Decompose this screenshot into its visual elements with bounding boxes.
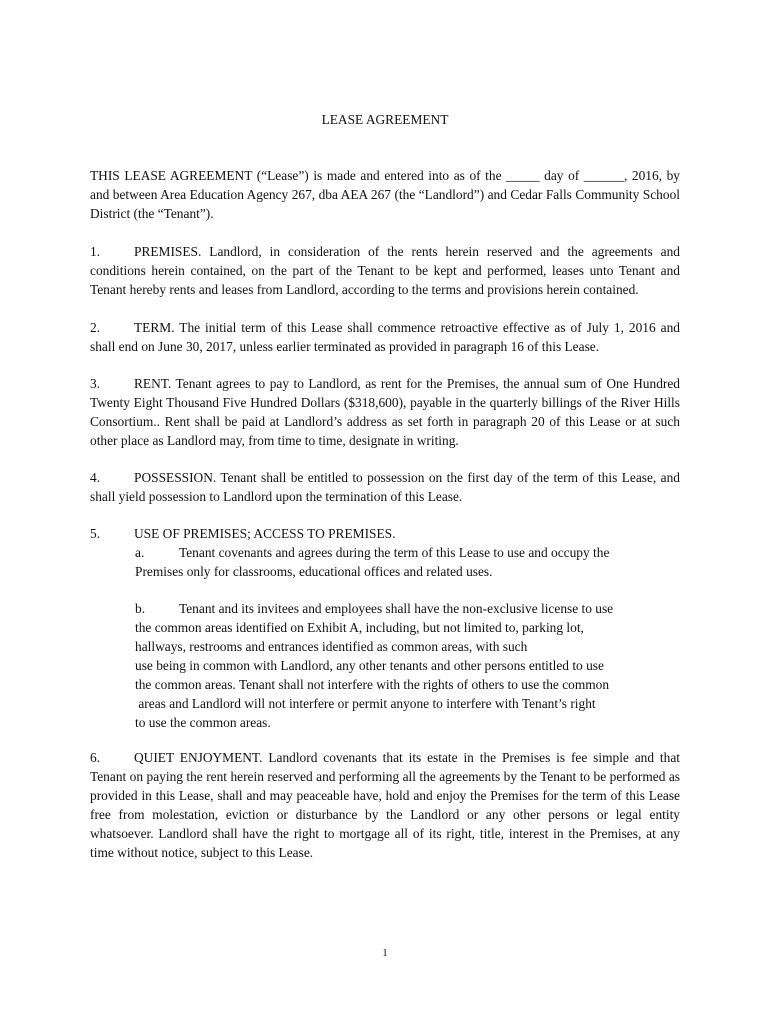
section-text: USE OF PREMISES; ACCESS TO PREMISES. — [134, 526, 396, 541]
subsection-a — [135, 543, 635, 581]
section-use-of-premises — [90, 524, 680, 543]
section-number: 4. — [90, 470, 101, 485]
section-term — [90, 318, 680, 356]
section-text: TERM. The initial term of this Lease shall commence retroactive effective as of July 1, 2016 and shall end on June 30, 2017, unless earlier terminated as provided in paragraph 16 of this Lease. — [90, 320, 680, 354]
section-text: PREMISES. Landlord, in consideration of the rents herein reserved and the agreements and conditions herein contained, on the part of the Tenant to be kept and performed, leases unto Tenant and Tenant hereby rents and leases from Landlord, according to the terms and provisions herein contained. — [90, 244, 680, 297]
subsection-line: hallways, restrooms and entrances identified as common areas, with such — [135, 639, 528, 654]
subsection-line: areas and Landlord will not interfere or permit anyone to interfere with Tenant’s right — [135, 696, 596, 711]
intro-paragraph: THIS LEASE AGREEMENT (“Lease”) is made and entered into as of the _____ day of ______, 2016, by and between Area Education Agency 267, dba AEA 267 (the “Landlord”) and Cedar Falls Community School District (the “Tenant”). — [90, 168, 680, 221]
subsection-line: Premises only for classrooms, educational offices and related uses. — [135, 564, 493, 579]
section-premises — [90, 242, 680, 299]
section-number: 1. — [90, 244, 101, 259]
page-number: 1 — [382, 947, 388, 959]
document-title: LEASE AGREEMENT — [321, 112, 449, 127]
subsection-line: the common areas identified on Exhibit A, including, but not limited to, parking lot, — [135, 620, 584, 635]
section-possession — [90, 468, 680, 506]
subsection-line: use being in common with Landlord, any other tenants and other persons entitled to use — [135, 658, 604, 673]
subsection-line: a. Tenant covenants and agrees during the term of this Lease to use and occupy the — [135, 545, 610, 560]
subsection-line: to use the common areas. — [135, 715, 271, 730]
section-number: 6. — [90, 750, 101, 765]
section-text: POSSESSION. Tenant shall be entitled to possession on the first day of the term of this Lease, and shall yield possession to Landlord upon the termination of this Lease. — [90, 470, 680, 504]
section-number: 3. — [90, 376, 101, 391]
subsection-line: the common areas. Tenant shall not interfere with the rights of others to use the common — [135, 677, 610, 692]
subsection-letter: a. — [135, 545, 145, 560]
section-number: 5. — [90, 526, 101, 541]
subsection-line: b. Tenant and its invitees and employees shall have the non-exclusive license to use — [135, 601, 614, 616]
section-quiet-enjoyment — [90, 748, 680, 862]
subsection-letter: b. — [135, 601, 146, 616]
section-text: QUIET ENJOYMENT. Landlord covenants that its estate in the Premises is fee simple and that Tenant on paying the rent herein reserved and performing all the agreements by the Tenant to be performed as provided in this Lease, shall and may peaceable have, hold and enjoy the Premises for the term of this Lease free from molestation, eviction or disturbance by the Landlord or any other persons or legal entity whatsoever. Landlord shall have the right to mortgage all of its right, title, interest in the Premises, at any time without notice, subject to this Lease. — [90, 750, 680, 860]
subsection-b — [135, 599, 635, 732]
section-number: 2. — [90, 320, 101, 335]
section-rent — [90, 374, 680, 450]
section-text: RENT. Tenant agrees to pay to Landlord, as rent for the Premises, the annual sum of One Hundred Twenty Eight Thousand Five Hundred Dollars ($318,600), payable in the quarterly billings of the River Hills Consortium.. Rent shall be paid at Landlord’s address as set forth in paragraph 20 of this Lease or at such other place as Landlord may, from time to time, designate in writing. — [90, 376, 680, 448]
